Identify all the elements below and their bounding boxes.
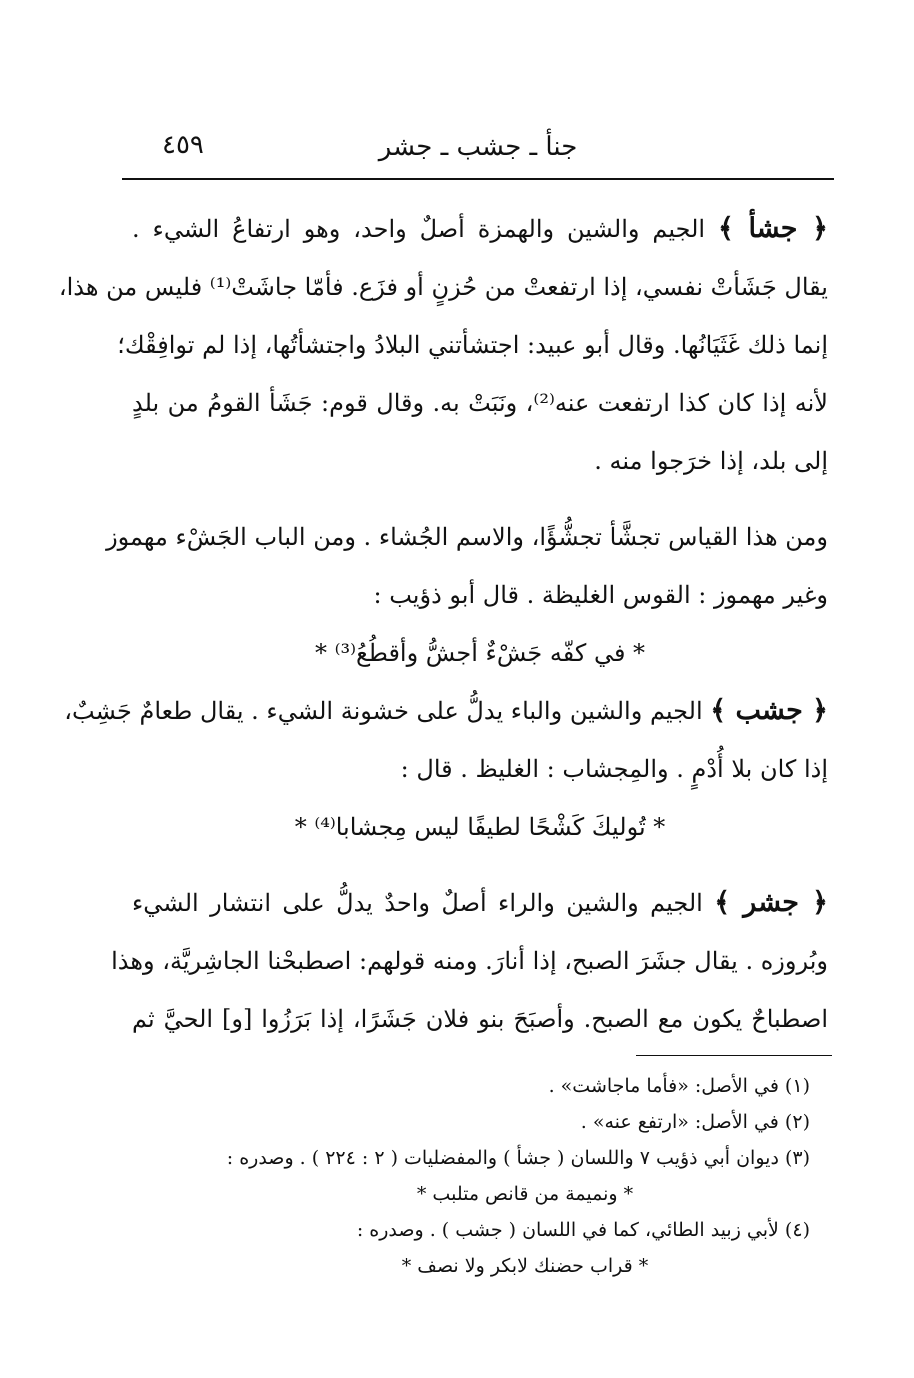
footnote: (١) في الأصل: «فأما ماجاشت» . [548, 1075, 810, 1097]
entry-jasha [58, 200, 828, 682]
text-line: وبُروزه . يقال جشَرَ الصبح، إذا أنارَ. ومنه قولهم: اصطبحْنا الجاشِريَّة، وهذا [111, 947, 828, 975]
entry-jashab [64, 682, 828, 856]
entry-headword: ﴿ جشر ﴾ [714, 887, 828, 918]
text-line: إنما ذلك غَثَيَانُها. وقال أبو عبيد: اجتشأتني البلادُ واجتشأتُها، إذا لم توافِقْك؛ [117, 331, 828, 359]
text-line: إذا كان بلا أُدْمٍ . والمِجشاب : الغليظ . قال : [400, 755, 828, 783]
text-line: ومن هذا القياس تجشَّأ تجشُّؤًا، والاسم الجُشاء . ومن الباب الجَشْء مهموز [106, 523, 828, 551]
text-line: وغير مهموز : القوس الغليظة . قال أبو ذؤيب : [373, 581, 828, 609]
page-number: ٤٥٩ [162, 130, 204, 160]
text-line: يقال جَشَأتْ نفسي، إذا ارتفعتْ من حُزنٍ أو فزَع. فأمّا جاشَتْ⁽¹⁾ فليس من هذا، [58, 273, 828, 301]
entry-text: الجيم والشين والباء يدلُّ على خشونة الشيء . يقال طعامٌ جَشِبٌ، [64, 697, 703, 725]
text-line: اصطباحٌ يكون مع الصبح. وأصبَحَ بنو فلان جَشَرًا، إذا بَرَزُوا [و] الحيَّ ثم [132, 1005, 828, 1033]
entry-headword: ﴿ جشب ﴾ [710, 695, 828, 726]
entry-headword: ﴿ جشأ ﴾ [717, 213, 828, 244]
verse-line: * تُوليكَ كَشْحًا لطيفًا ليس مِجشابا⁽⁴⁾ * [294, 813, 666, 841]
entry-jashar [111, 874, 828, 1048]
running-title: جنأ ـ جشب ـ جشر [378, 132, 578, 162]
footnote: (٣) ديوان أبي ذؤيب ٧ واللسان ( جشأ ) والمفضليات ( ٢ : ٢٢٤ ) . وصدره : [226, 1147, 810, 1169]
main-text [58, 200, 828, 1048]
footnote-divider [636, 1055, 832, 1056]
text-line: إلى بلد، إذا خرَجوا منه . [594, 447, 828, 475]
footnotes [180, 1068, 810, 1284]
footnote-verse: * ونميمة من قانص متلبب * [416, 1183, 634, 1205]
text-line [64, 682, 828, 740]
text-line [132, 200, 828, 258]
entry-text: الجيم والشين والهمزة أصلٌ واحد، وهو ارتفاعُ الشيء . [132, 215, 706, 243]
text-line: لأنه إذا كان كذا ارتفعت عنه⁽²⁾، ونَبَتْ به. وقال قوم: جَشَأ القومُ من بلدٍ [132, 389, 828, 417]
footnote-verse: * قراب حضنك لابكر ولا نصف * [401, 1255, 649, 1277]
footnote: (٢) في الأصل: «ارتفع عنه» . [580, 1111, 810, 1133]
text-line [132, 874, 828, 932]
entry-text: الجيم والشين والراء أصلٌ واحدٌ يدلُّ على انتشار الشيء [132, 889, 703, 917]
verse-line: * في كفّه جَشْءٌ أجشُّ وأقطُعُ⁽³⁾ * [314, 639, 646, 667]
footnote: (٤) لأبي زبيد الطائي، كما في اللسان ( جشب ) . وصدره : [356, 1219, 810, 1241]
page-header [122, 130, 834, 180]
